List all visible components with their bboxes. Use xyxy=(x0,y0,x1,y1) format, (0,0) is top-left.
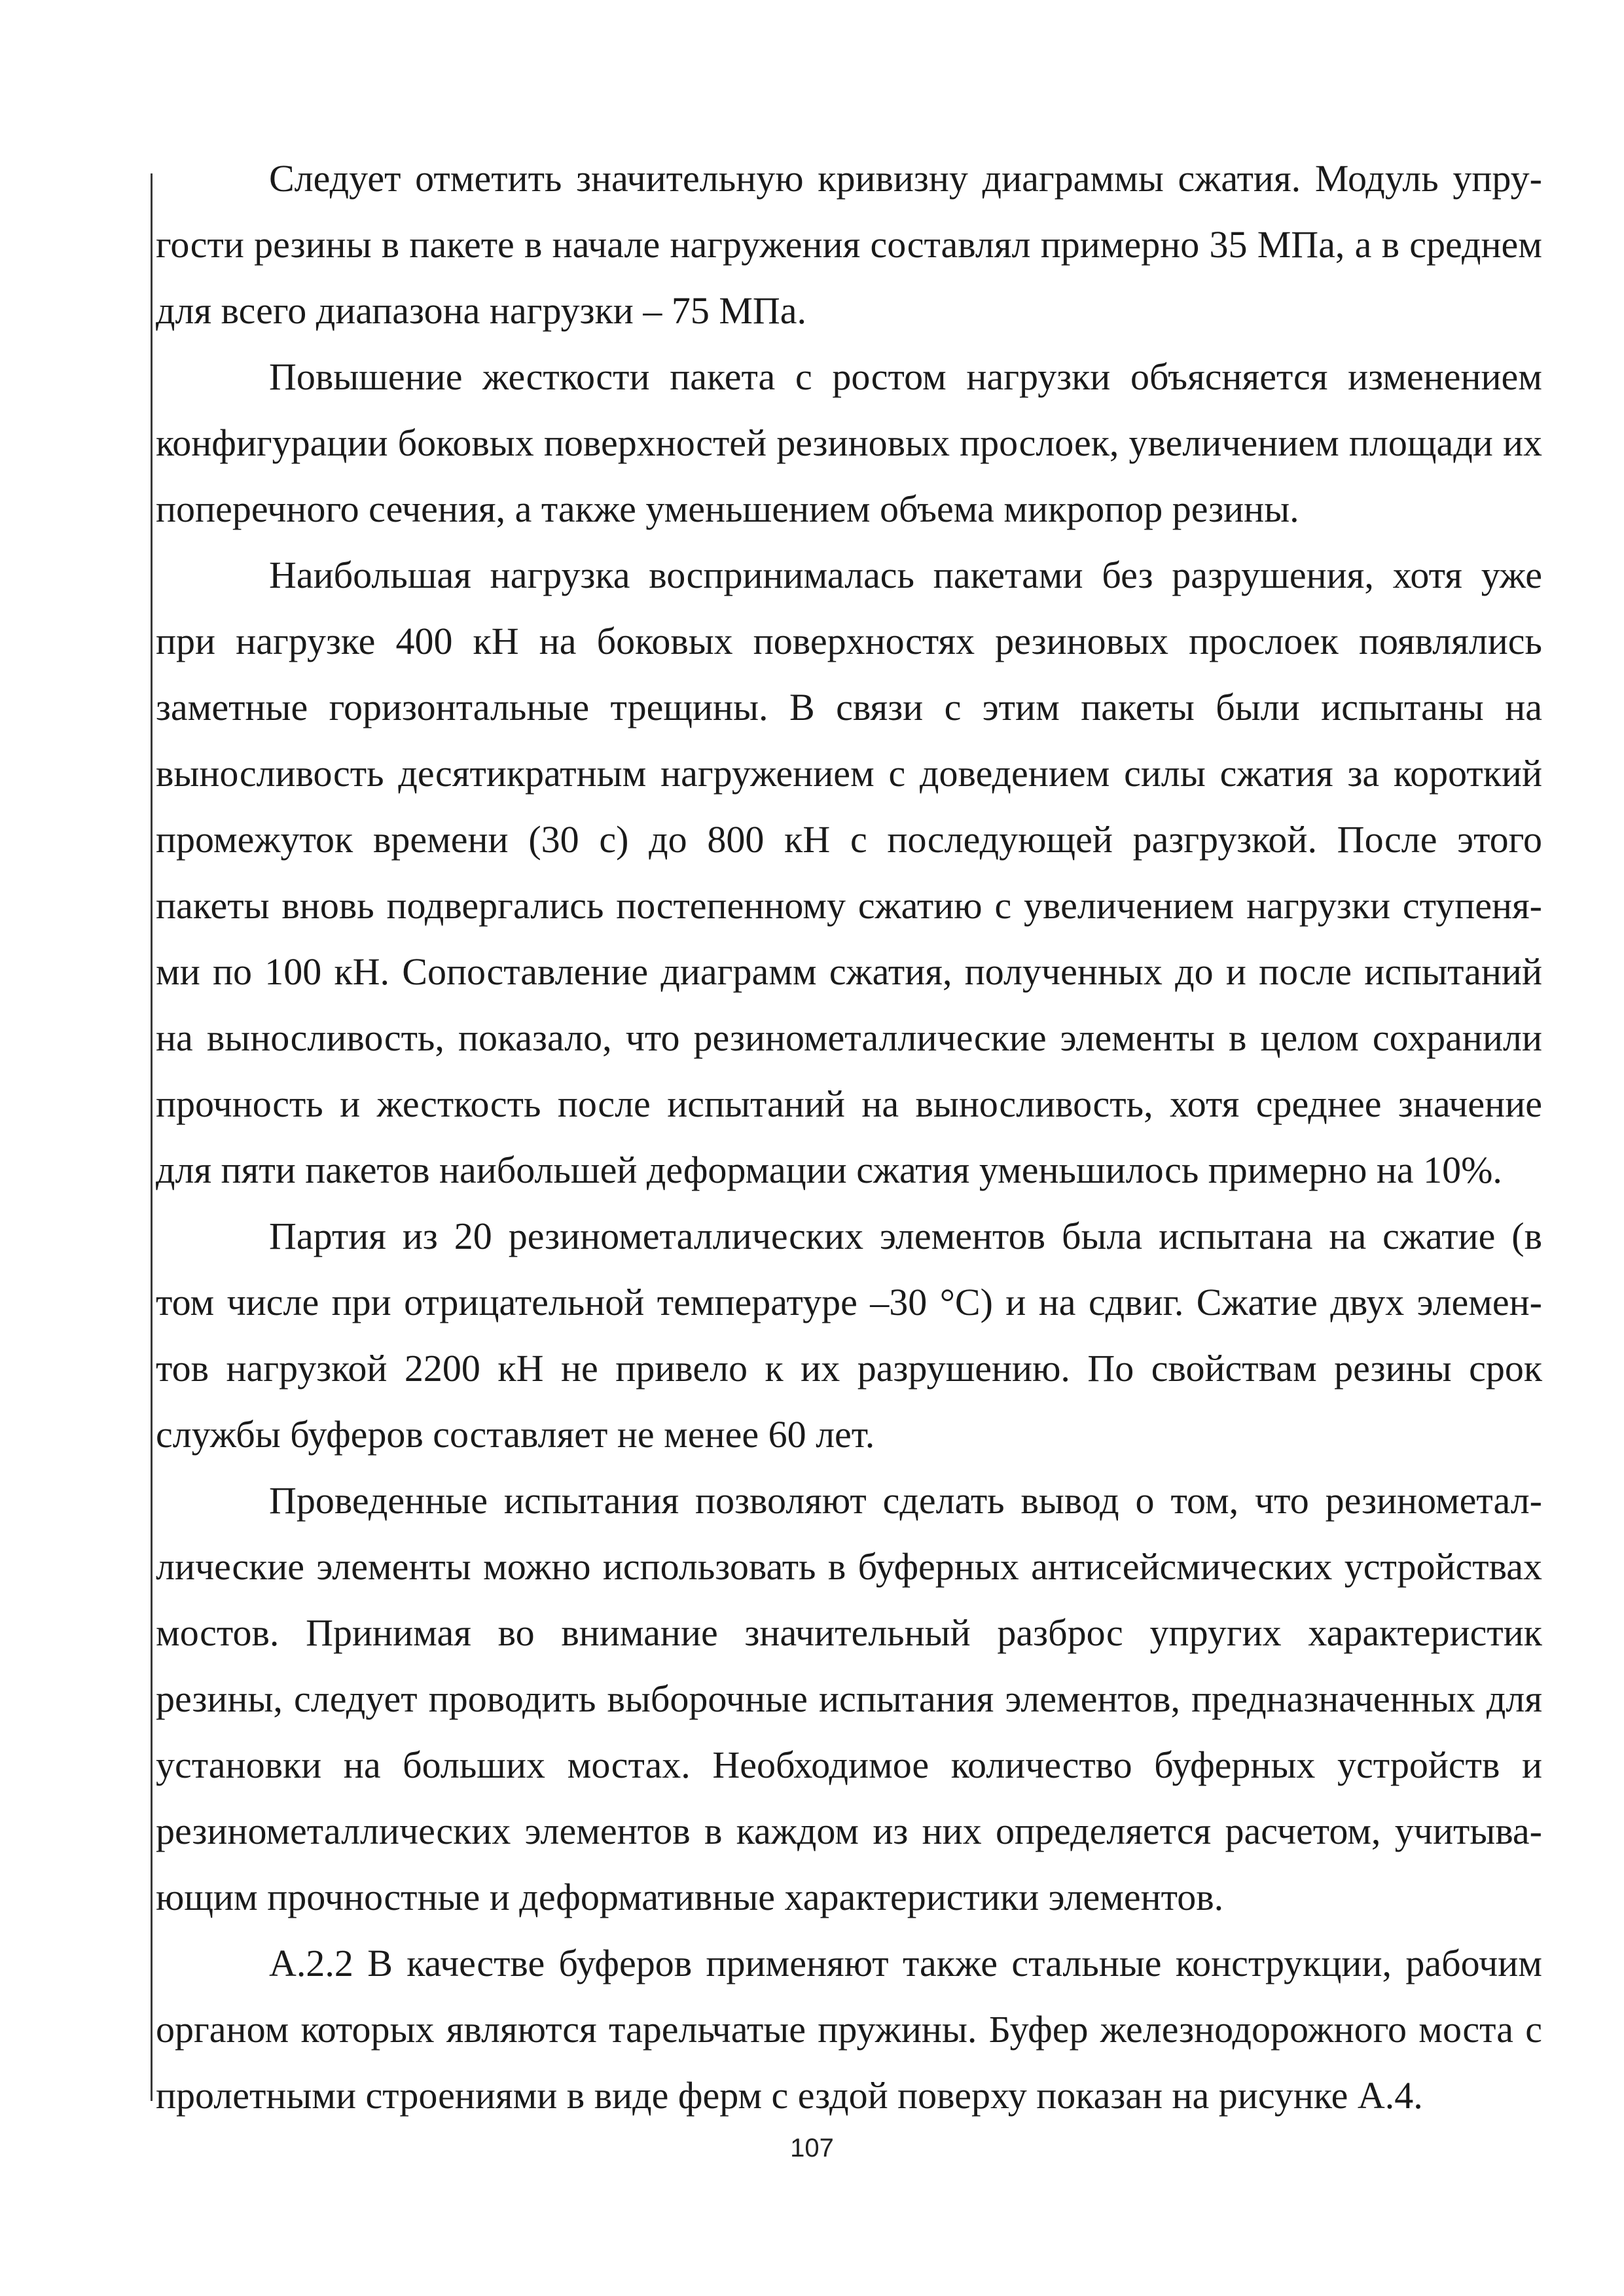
margin-line xyxy=(151,173,153,2101)
paragraph: Партия из 20 резинометаллических элементов была испытана на сжатие (в том числе при отрицательной температуре –30 °С) и на сдвиг. Сжатие двух элементов нагрузкой 2200 кН не привело к их разрушению. По свойствам резины срок службы буферов составляет не менее 60 лет. xyxy=(156,1215,1542,1456)
paragraph: Повышение жесткости пакета с ростом нагрузки объясняется изменением конфигурации боковых поверхностей резиновых прослоек, увеличением площади их поперечного сечения, а также уменьшением объема микропор резины. xyxy=(156,355,1542,530)
paragraph: Проведенные испытания позволяют сделать вывод о том, что резинометаллические элементы можно использовать в буферных антисейсмических устройствах мостов. Принимая во внимание значительный разброс упругих характеристик резины, следует проводить выборочные испытания элементов, предназначенных для установки на больших мостах. Необходимое количество буферных устройств и резинометаллических элементов в каждом из них определяется расчетом, учитывающим прочностные и деформативные характеристики элементов. xyxy=(156,1479,1542,1918)
paragraph: Следует отметить значительную кривизну диаграммы сжатия. Модуль упругости резины в пакете в начале нагружения составлял примерно 35 МПа, а в среднем для всего диапазона нагрузки – 75 МПа. xyxy=(156,157,1542,332)
page-number: 107 xyxy=(790,2134,834,2162)
document-body xyxy=(156,145,1542,2128)
paragraph: Наибольшая нагрузка воспринималась пакетами без разрушения, хотя уже при нагрузке 400 кН на боковых поверхностях резиновых прослоек появлялись заметные горизонтальные трещины. В связи с этим пакеты были испытаны на выносливость десятикратным нагружением с доведением силы сжатия за короткий промежуток времени (30 с) до 800 кН с последующей разгрузкой. После этого пакеты вновь подвергались постепенному сжатию с увеличением нагрузки ступенями по 100 кН. Сопоставление диаграмм сжатия, полученных до и после испытаний на выносливость, показало, что резинометаллические элементы в целом сохранили прочность и жесткость после испытаний на выносливость, хотя среднее значение для пяти пакетов наибольшей деформации сжатия уменьшилось примерно на 10%. xyxy=(156,554,1542,1191)
paragraph: А.2.2 В качестве буферов применяют также стальные конструкции, рабочим органом которых являются тарельчатые пружины. Буфер железнодорожного моста с пролетными строениями в виде ферм с ездой поверху показан на рисунке А.4. xyxy=(156,1942,1542,2117)
